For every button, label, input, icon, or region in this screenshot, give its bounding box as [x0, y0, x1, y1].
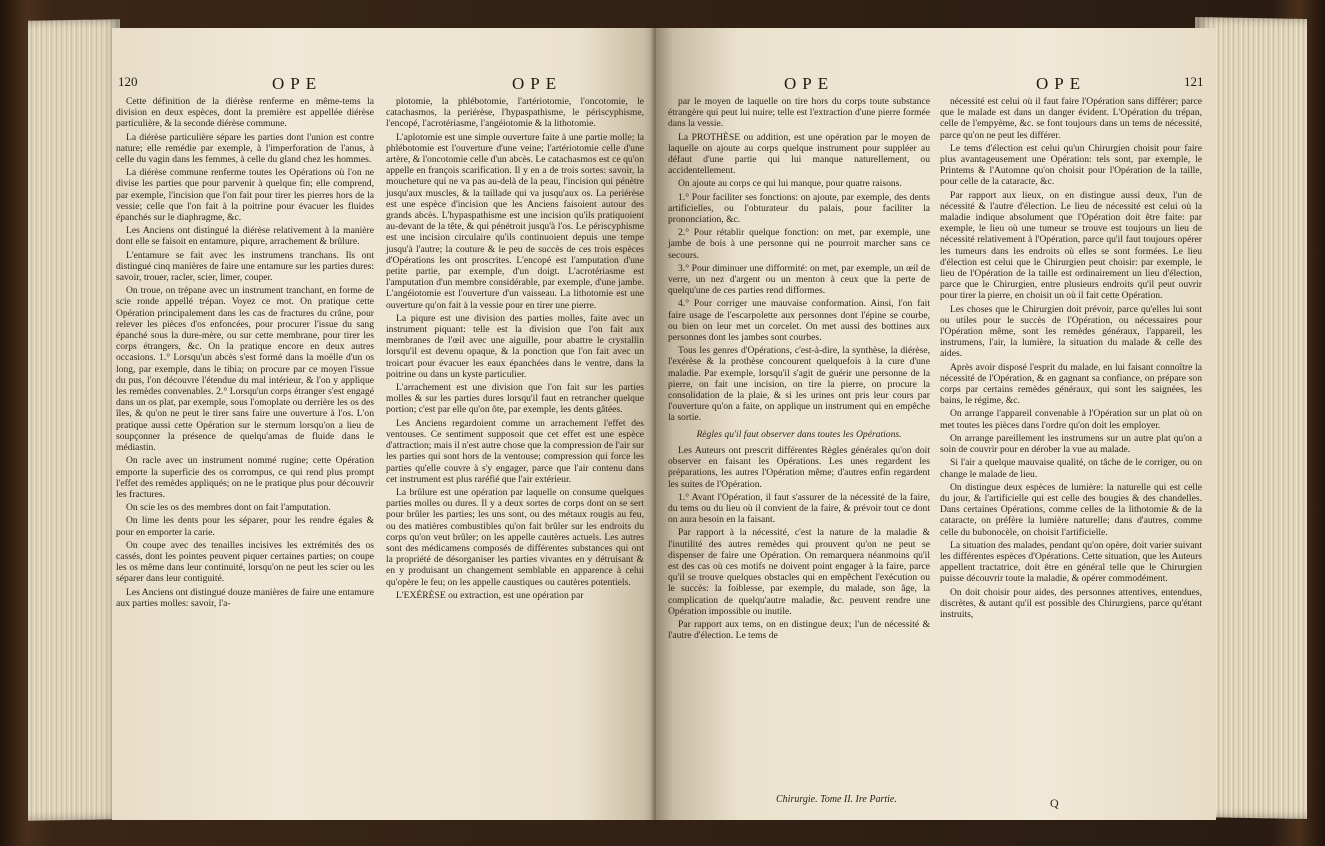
- paragraph: Par rapport à la nécessité, c'est la nature de la maladie & l'inutilité des autres remèdes qui prouvent qu'on ne peut se dispenser de faire une Opération. On remarquera néanmoins qu'il est des cas où ces motifs ne doivent point engager à la faire, parce qu'il se trouve quelques obstacles qui en empêchent l'exécution ou le succès: la foiblesse, par exemple, du malade, son âge, la complication de quelqu'autre maladie, &c. peuvent rendre une Opération impossible ou inutile.: [668, 527, 930, 617]
- paragraph: On scie les os des membres dont on fait l'amputation.: [126, 502, 331, 514]
- paragraph: Les Anciens ont distingué douze manières de faire une entamure aux parties molles: savoir, l'a-: [116, 586, 374, 609]
- left-page-number: 120: [118, 74, 138, 89]
- paragraph: On racle avec un instrument nommé rugine; cette Opération emporte la superficie des os corrompus, ce qui rend plus prompt l'effet des remèdes appliqués; on ne le pratique plus pour découvrir les fractures.: [116, 455, 374, 500]
- paragraph: Par rapport aux tems, on en distingue deux; l'un de nécessité & l'autre d'élection. Le tems de: [668, 618, 930, 642]
- paragraph: L'arrachement est une division que l'on fait sur les parties molles & sur les parties dures lorsqu'il faut en retrancher quelque portion; c'est par elle qu'on ôte, par exemple, les dents gâtées.: [386, 382, 644, 416]
- paragraph: L'EXÉRÈSE ou extraction, est une opération par: [396, 589, 584, 601]
- left-column-2: [386, 96, 644, 603]
- left-running-head-1: OPE: [272, 74, 323, 93]
- paragraph: L'entamure se fait avec les instrumens tranchans. Ils ont distingué cinq manières de faire une entamure sur les parties dures: savoir, trouer, racler, scier, limer, couper.: [116, 249, 374, 284]
- right-column-2: [940, 96, 1202, 622]
- paragraph: 1.° Pour faciliter ses fonctions: on ajoute, par exemple, des dents artificielles, ou l'obturateur du palais, pour faciliter la prononciation, &c.: [668, 191, 930, 226]
- paragraph: Cette définition de la diérèse renferme en même-tems la division en deux espèces, dont la première est appellée diérèse particulière, & la seconde diérèse commune.: [116, 96, 374, 130]
- paragraph: La diérèse commune renferme toutes les Opérations où l'on ne divise les parties que pour parvenir à quelque fin; elle comprend, par exemple, l'incision que l'on fait pour tirer les pierres hors de la vessie; celle que l'on fait à la poitrine pour évacuer les fluides épanchés sur le diaphragme, &c.: [116, 167, 374, 224]
- paragraph: On distingue deux espèces de lumière: la naturelle qui est celle du jour, & l'artificielle qui est celle des bougies & des chandelles. Dans certaines Opérations, comme celles de la lithotomie & de la cataracte, on préfère la lumière naturelle; dans d'autres, comme celle du bubonocèle, on choisit l'artificielle.: [940, 481, 1202, 538]
- paragraph: La piqure est une division des parties molles, faite avec un instrument piquant: telle est la division que l'on fait aux membranes de l'œil avec une aiguille, pour abattre le crystallin lorsqu'il est devenu opaque, & la ponction que l'on fait avec un troicart pour évacuer les eaux épanchées dans le ventre, dans la poitrine ou dans un kyste particulier.: [386, 312, 644, 380]
- paragraph: Tous les genres d'Opérations, c'est-à-dire, la synthèse, la diérèse, l'exérèse & la prothèse concourent quelquefois à la cure d'une maladie. Par exemple, lorsqu'il s'agit de guérir une personne de la pierre, on fait une incision, on tire la pierre, on procure la consolidation de la plaie, & si les urines ont pris leur cours par l'ouverture qu'on a faite, on applique un instrument qui en empêche la sortie.: [668, 345, 930, 424]
- paragraph: 4.° Pour corriger une mauvaise conformation. Ainsi, l'on fait faire usage de l'escarpolette aux personnes dont l'épine se courbe, ou bien on leur met un corcelet. On met aussi des bottines aux personnes dont les jambes sont courbes.: [668, 298, 930, 344]
- paragraph: 2.° Pour rétablir quelque fonction: on met, par exemple, une jambe de bois à une personne qui ne pourroit marcher sans ce secours.: [668, 227, 930, 261]
- left-page: [112, 28, 660, 820]
- paragraph: On lime les dents pour les séparer, pour les rendre égales & pour en emporter la carie.: [116, 515, 374, 538]
- paragraph: Les Anciens ont distingué la diérèse relativement à la manière dont elle se faisoit en entamure, piqure, arrachement & brûlure.: [116, 225, 374, 248]
- paragraph: plotomie, la phlébotomie, l'artériotomie, l'oncotomie, le catachasmos, la periérèse, l'hypaspathisme, le périscyphisme, l'encopé, l'acrotériasme, l'angéiotomie & la lithotomie.: [386, 96, 644, 130]
- right-running-head-2: OPE: [1036, 74, 1087, 93]
- paragraph: 1.° Avant l'Opération, il faut s'assurer de la nécessité de la faire, du tems ou du lieu où il convient de la faire, & prévoir tout ce dont on aura besoin en la faisant.: [668, 491, 930, 526]
- paragraph: Le tems d'élection est celui qu'un Chirurgien choisit pour faire plus avantageusement une Opération: tels sont, par exemple, le Printems & l'Automne qu'on choisit pour l'Opération de la taille, pour celle de la cataracte, &c.: [940, 142, 1202, 188]
- paragraph: On coupe avec des tenailles incisives les extrémités des os cassés, dont les pointes peuvent piquer certaines parties; on coupe les os même dans leur continuité, lorsqu'on ne peut les scier ou les séparer dans leur contiguité.: [116, 539, 374, 585]
- section-heading: Règles qu'il faut observer dans toutes les Opérations.: [696, 428, 902, 440]
- paragraph: On arrange pareillement les instrumens sur un autre plat qu'on a soin de couvrir pour en dérober la vue au malade.: [940, 432, 1202, 456]
- page-footer: Chirurgie. Tome II. Ire Partie.: [776, 794, 897, 805]
- paragraph: Après avoir disposé l'esprit du malade, en lui faisant connoître la nécessité de l'Opération, & en gagnant sa confiance, on prépare son corps par certains remèdes généraux, qui sont les saignées, les bains, le régime, &c.: [940, 361, 1202, 407]
- paragraph: L'aplotomie est une simple ouverture faite à une partie molle; la phlébotomie est l'ouverture d'une veine; l'artériotomie celle d'une artère, & l'oncotomie celle d'un abcès. Le catachasmos est ce qu'on appelle en françois scarification. Il y en a de trois sortes: savoir, la moucheture qui ne va pas au-delà de la peau, l'incision qui pénètre jusqu'aux muscles, & la taillade qui va jusqu'aux os. La periérèse est une espèce d'incision que les Anciens faisoient autour des grands abcès. L'hypaspathisme est une incision qu'ils pratiquoient au-devant de la tête, & qui pénétroit jusqu'à l'os. Le périscyphisme est une incision circulaire qu'ils continuoient depuis une tempe jusqu'à l'autre; la couture & le peu de succès de ces trois espèces d'Opérations les ont proscrites. L'encopé est l'amputation d'une petite partie, par exemple, d'un doigt. L'acrotériasme est l'amputation d'un membre considérable, par exemple, d'une jambe. L'angéiotomie est l'ouverture d'un vaisseau. La lithotomie est une ouverture qu'on fait à la vessie pour en tirer une pierre.: [386, 131, 644, 311]
- paragraph: 3.° Pour diminuer une difformité: on met, par exemple, un œil de verre, un nez d'argent ou un menton à ceux que la perte de quelqu'une de ces parties rend difformes.: [668, 262, 930, 297]
- right-running-head-1: OPE: [784, 74, 835, 93]
- paragraph: La PROTHÈSE ou addition, est une opération par le moyen de laquelle on ajoute au corps quelque instrument pour suppléer au défaut d'une partie qui lui manque naturellement, ou accidentellement.: [668, 131, 930, 177]
- paragraph: Les Anciens regardoient comme un arrachement l'effet des ventouses. Ce sentiment supposoit que cet effet est une espèce d'attraction; mais il n'est autre chose que la compression de l'air sur les parties qui sont hors de la ventouse; compression qui force les parties qu'elle couvre à s'y engager, parce que l'air contenu dans cet instrument est plus raréfié que l'air extérieur.: [386, 417, 645, 485]
- left-running-head-2: OPE: [512, 74, 563, 93]
- paragraph: par le moyen de laquelle on tire hors du corps toute substance étrangère qui peut lui nuire; telle est l'extraction d'une pierre formée dans la vessie.: [668, 96, 930, 130]
- paragraph: On ajoute au corps ce qui lui manque, pour quatre raisons.: [678, 178, 902, 190]
- signature-mark: Q: [1050, 796, 1059, 810]
- paragraph: La diérèse particulière sépare les parties dont l'union est contre nature; elle remédie par exemple, à l'imperforation de l'anus, à celle du vagin dans les femmes, à celle du gland chez les hommes.: [116, 131, 374, 166]
- paragraph: Les choses que le Chirurgien doit prévoir, parce qu'elles lui sont ou utiles pour le succès de l'Opération, ou nécessaires pour l'Opération même, sont les remèdes généraux, l'appareil, les instrumens, l'air, la lumière, la situation du malade & celle des aides.: [940, 303, 1202, 360]
- paragraph: On doit choisir pour aides, des personnes attentives, entendues, discrètes, & autant qu'il est possible des Chirurgiens, parce qu'étant instruits,: [940, 586, 1202, 620]
- paragraph: On troue, on trépane avec un instrument tranchant, en forme de scie ronde appellé trépan. Voyez ce mot. On pratique cette Opération principalement dans les cas de fractures du crâne, pour relever les pièces d'os enfoncées, pour procurer l'issue du sang épanché sous la dure-mère, ou sur cette membrane, pour tirer les corps étrangers, &c. On la pratique encore en deux autres occasions. 1.° Lorsqu'un abcès s'est formé dans la moëlle d'un os long, par exemple, dans le tibia; on procure par ce moyen l'issue du pus, l'on découvre l'étendue du mal intérieur, & l'on y applique les remèdes convenables. 2.° Lorsqu'un corps étranger s'est engagé dans un os plat, par exemple, sous l'omoplate ou derrière les os des îles, & qu'on ne peut le tirer sans faire une ouverture à l'os. L'on pratique aussi cette Opération sur le sternum lorsqu'on a lieu de soupçonner la présence de quelqu'amas de fluide dans le médiastin.: [116, 285, 374, 454]
- paragraph: Les Auteurs ont prescrit différentes Règles générales qu'on doit observer en faisant les Opérations. Les unes regardent les préparations, les autres l'Opération même; d'autres enfin regardent les suites de l'Opération.: [668, 444, 930, 490]
- paragraph: Par rapport aux lieux, on en distingue aussi deux, l'un de nécessité & l'autre d'élection. Le lieu de nécessité est celui où la maladie indique absolument que l'Opération doit être faite: par exemple, le lieu où une tumeur se trouve est toujours un lieu de nécessité relativement à l'Opération, parce qu'il faut toujours opérer les tumeurs dans les endroits où elles se sont formées. Le lieu d'élection est celui que le Chirurgien peut choisir: par exemple, le lieu de l'Opération de la taille est ordinairement un lieu d'élection, parce que le Chirurgien, entre plusieurs endroits qu'il peut ouvrir pour tirer la pierre, en choisit un où il fait cette Opération.: [940, 189, 1202, 302]
- right-page-number: 121: [1184, 74, 1204, 89]
- paragraph: La brûlure est une opération par laquelle on consume quelques parties molles ou dures. Il y a deux sortes de corps dont on se sert pour brûler les parties; les uns sont, ou des métaux rougis au feu, ou des matières combustibles qu'on fait brûler sur les endroits du corps qu'on veut brûler; on les appelle cautères actuels. Les autres sont des médicamens composés de différentes substances qui ont la propriété de désorganiser les parties vivantes en y détruisant & en y produisant un changement semblable en apparence à celui qu'opère le feu; on les appelle caustiques ou cautères potentiels.: [386, 486, 644, 588]
- paragraph: On arrange l'appareil convenable à l'Opération sur un plat où on met toutes les pièces dans l'ordre qu'on doit les employer.: [940, 408, 1202, 431]
- right-page: [656, 28, 1216, 820]
- left-page-edges: [28, 19, 120, 821]
- right-column-1: [668, 96, 930, 643]
- left-column-1: [116, 96, 374, 611]
- paragraph: nécessité est celui où il faut faire l'Opération sans différer; parce que le malade est dans un danger évident. L'Opération du trépan, celle de l'empyème, &c. se font toujours dans un tems de nécessité, parce qu'on ne peut les différer.: [940, 96, 1202, 141]
- paragraph: Si l'air a quelque mauvaise qualité, on tâche de le corriger, ou on change le malade de lieu.: [940, 457, 1202, 480]
- paragraph: La situation des malades, pendant qu'on opère, doit varier suivant les différentes espèces d'Opérations. Cette situation, que les Auteurs appellent tractatrice, doit être en général telle que le Chirurgien puisse découvrir toute la maladie, & opérer commodément.: [940, 539, 1202, 585]
